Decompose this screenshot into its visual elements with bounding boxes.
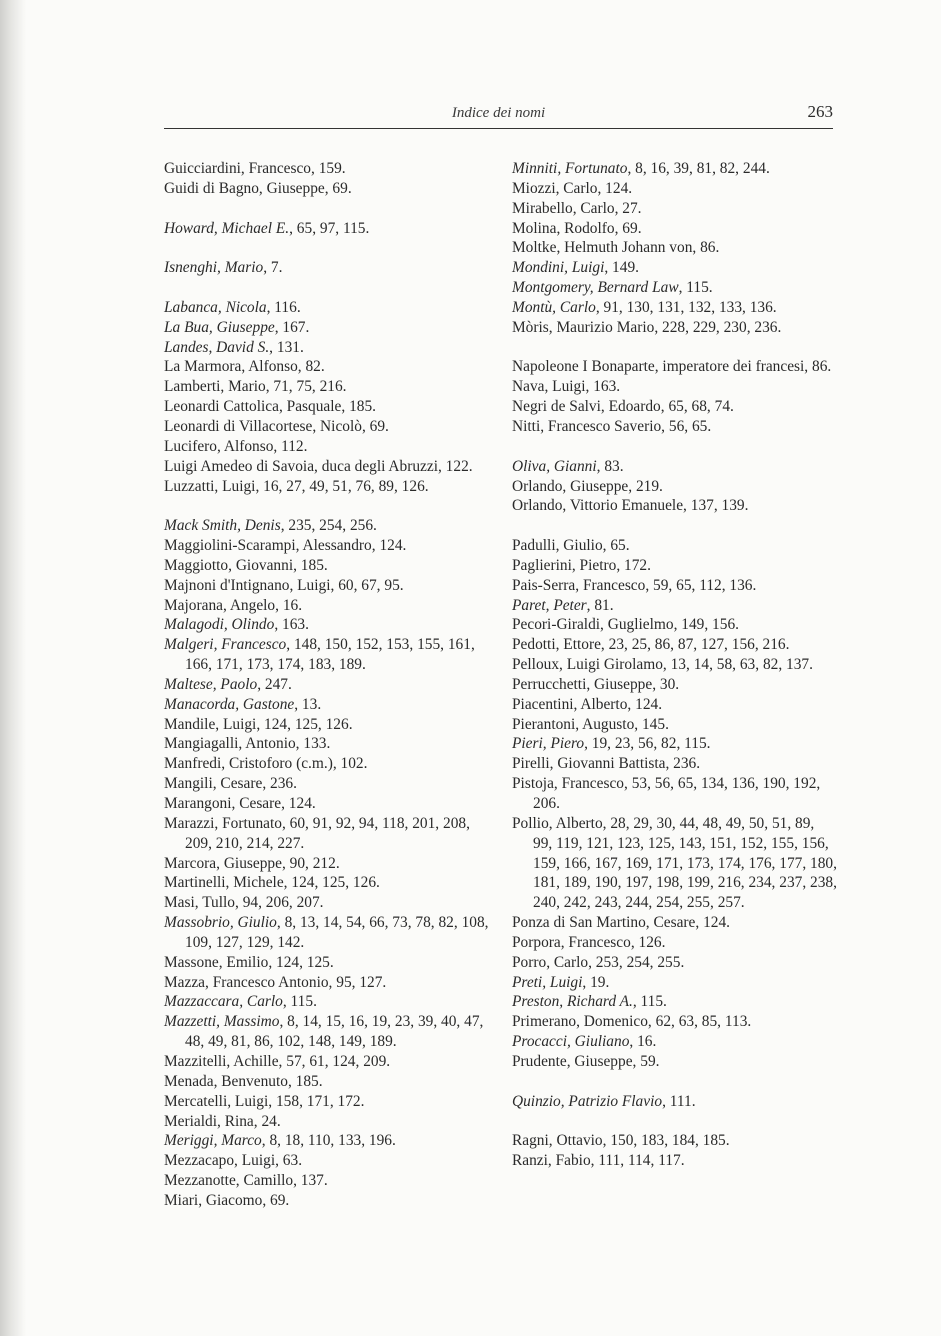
- index-entry-name: Massobrio, Giulio: [164, 914, 277, 932]
- index-entry-pages: , 19, 23, 56, 82, 115.: [584, 735, 711, 753]
- index-entry-name: Guicciardini, Francesco: [164, 160, 312, 177]
- index-entry-name: Massone, Emilio: [164, 953, 269, 971]
- index-entry: [164, 734, 494, 754]
- index-entry-pages: , 115.: [282, 993, 317, 1011]
- index-entry-pages: , 83.: [596, 457, 624, 475]
- index-entry: [512, 496, 837, 516]
- index-entry-pages: , 111.: [662, 1092, 696, 1110]
- index-entry-pages: , 236.: [665, 755, 701, 773]
- index-entry-pages: , 185.: [341, 398, 377, 416]
- index-entry-pages: , 167.: [274, 318, 310, 336]
- index-entry-pages: , 137, 139.: [683, 497, 749, 515]
- index-entry-pages: , 124, 125, 126.: [256, 715, 353, 733]
- index-entry-name: La Marmora, Alfonso: [164, 358, 298, 376]
- letter-group-gap: [164, 496, 494, 516]
- index-entry-pages: , 148, 150, 152, 153, 155, 161, 166, 171, 173, 174, 183, 189.: [185, 636, 475, 674]
- index-entry-name: Nitti, Francesco Saverio: [512, 417, 662, 435]
- index-entry-name: Miozzi, Carlo: [512, 179, 598, 197]
- index-entry: [512, 417, 837, 437]
- index-entry-pages: , 163.: [274, 616, 309, 634]
- index-entry-pages: , 81.: [586, 596, 614, 614]
- index-entry-pages: , 65.: [602, 537, 630, 555]
- index-entry-pages: , 228, 229, 230, 236.: [654, 318, 782, 336]
- index-entry-pages: , 19.: [582, 973, 610, 991]
- index-entry-pages: , 53, 56, 65, 134, 136, 190, 192, 206.: [533, 775, 821, 812]
- index-entry: [512, 734, 837, 754]
- index-entry: [512, 715, 837, 735]
- index-entry-name: Labanca, Nicola: [164, 298, 267, 316]
- index-entry-pages: , 253, 254, 255.: [588, 953, 685, 971]
- binding-shadow: [0, 0, 26, 1336]
- index-entry-pages: , 57, 61, 124, 209.: [278, 1052, 391, 1070]
- letter-group-gap: [164, 238, 494, 258]
- index-entry-name: Majnoni d'Intignano, Luigi: [164, 576, 331, 594]
- index-entry-name: Mandile, Luigi: [164, 715, 257, 733]
- index-entry-name: Leonardi Cattolica, Pasquale: [164, 398, 342, 416]
- index-entry: [164, 298, 494, 318]
- index-entry-name: Malagodi, Olindo: [164, 616, 275, 634]
- index-entry-pages: , 158, 171, 172.: [268, 1092, 365, 1110]
- index-entry: [164, 774, 494, 794]
- index-entry: [512, 933, 837, 953]
- index-entry: [512, 992, 837, 1012]
- index-entry-name: Majorana, Angelo: [164, 596, 276, 614]
- index-entry-name: Pirelli, Giovanni Battista: [512, 755, 666, 773]
- index-entry-pages: , 69.: [324, 179, 352, 197]
- index-entry: [164, 695, 494, 715]
- index-entry-name: Pecori-Giraldi, Guglielmo: [512, 616, 674, 634]
- index-entry-name: Ranzi, Fabio: [512, 1152, 591, 1170]
- index-entry-pages: , 13, 14, 58, 63, 82, 137.: [662, 656, 813, 674]
- letter-group-gap: [164, 199, 494, 219]
- index-entry-name: Isnenghi, Mario: [164, 259, 264, 277]
- index-entry: [512, 635, 837, 655]
- index-entry: [164, 1052, 494, 1072]
- index-entry: [164, 417, 494, 437]
- index-entry-pages: , 94, 206, 207.: [235, 894, 324, 912]
- index-entry-name: Mondini, Luigi: [512, 259, 605, 277]
- index-entry-pages: , 65, 68, 74.: [660, 398, 734, 416]
- index-entry-pages: , 163.: [585, 378, 621, 396]
- index-entry-pages: , 91, 130, 131, 132, 133, 136.: [595, 298, 777, 316]
- page-number: 263: [807, 102, 833, 121]
- index-entry-pages: , 8, 16, 39, 81, 82, 244.: [627, 160, 770, 177]
- index-entry: [512, 695, 837, 715]
- index-entry-pages: , 172.: [616, 556, 651, 574]
- index-entry-name: Napoleone I Bonaparte, imperatore dei francesi: [512, 358, 805, 376]
- index-entry: [512, 1012, 837, 1032]
- index-entry-pages: , 122.: [437, 457, 473, 475]
- index-entry: [512, 477, 837, 497]
- index-entry-name: Mangili, Cesare: [164, 775, 263, 793]
- index-entry-pages: , 71, 75, 216.: [265, 378, 347, 396]
- index-entry: [164, 556, 494, 576]
- index-entry-name: Luigi Amedeo di Savoia, duca degli Abruzzi: [164, 457, 438, 475]
- index-entry-pages: , 56, 65.: [661, 417, 712, 435]
- index-entry-name: Molina, Rodolfo: [512, 219, 615, 237]
- index-entry-pages: , 116.: [266, 298, 301, 316]
- index-entry-pages: , 27.: [614, 199, 642, 217]
- index-entry: [512, 754, 837, 774]
- index-entry: [512, 576, 837, 596]
- index-entry-name: Howard, Michael E.: [164, 219, 290, 237]
- index-entry-pages: , 159.: [311, 160, 346, 177]
- index-entry-pages: , 8, 13, 14, 54, 66, 73, 78, 82, 108, 109, 127, 129, 142.: [185, 914, 489, 951]
- index-entry-pages: , 69.: [262, 1191, 290, 1209]
- index-entry: [164, 794, 494, 814]
- index-entry-name: Pelloux, Luigi Girolamo: [512, 656, 663, 674]
- index-entry-pages: , 150, 183, 184, 185.: [602, 1132, 730, 1150]
- index-entry-name: Montgomery, Bernard Law: [512, 279, 679, 297]
- index-column-left: [164, 159, 494, 1211]
- index-entry-pages: , 30.: [652, 675, 680, 693]
- index-entry: [164, 854, 494, 874]
- index-entry-pages: , 124, 125.: [268, 953, 334, 971]
- index-entry-name: Pedotti, Ettore: [512, 636, 601, 654]
- running-header: [164, 104, 833, 129]
- index-entry: [512, 774, 837, 814]
- index-entry-pages: , 124.: [695, 914, 731, 932]
- index-entry: [512, 179, 837, 199]
- index-entry-pages: , 23, 25, 86, 87, 127, 156, 216.: [600, 636, 790, 654]
- index-entry-name: Marangoni, Cesare: [164, 795, 282, 812]
- index-entry-pages: , 145.: [634, 715, 669, 733]
- index-entry-name: La Bua, Giuseppe: [164, 318, 275, 336]
- index-entry: [164, 873, 494, 893]
- index-entry-pages: , 63.: [275, 1152, 303, 1170]
- index-entry: [512, 953, 837, 973]
- index-entry-pages: , 69.: [614, 219, 642, 237]
- index-entry-pages: , 8, 18, 110, 133, 196.: [261, 1132, 396, 1150]
- index-entry-name: Masi, Tullo: [164, 894, 236, 912]
- index-entry: [164, 516, 494, 536]
- index-entry: [512, 377, 837, 397]
- index-entry-name: Lamberti, Mario: [164, 378, 266, 396]
- index-entry-name: Marazzi, Fortunato: [164, 814, 282, 832]
- index-entry-name: Quinzio, Patrizio Flavio: [512, 1092, 663, 1110]
- index-entry: [512, 596, 837, 616]
- index-entry-pages: , 60, 91, 92, 94, 118, 201, 208, 209, 210, 214, 227.: [185, 814, 470, 852]
- index-entry-name: Manacorda, Gastone: [164, 695, 295, 713]
- letter-group-gap: [164, 278, 494, 298]
- index-entry: [164, 477, 494, 497]
- index-entry: [164, 1191, 494, 1211]
- index-entry-pages: , 235, 254, 256.: [280, 517, 377, 535]
- letter-group-gap: [512, 516, 837, 536]
- index-entry-pages: , 115.: [678, 279, 713, 297]
- index-entry-pages: , 111, 114, 117.: [590, 1152, 685, 1170]
- index-entry-pages: , 137.: [293, 1172, 328, 1190]
- letter-group-gap: [512, 338, 837, 358]
- index-entry: [512, 457, 837, 477]
- index-entry-pages: , 62, 63, 85, 113.: [647, 1013, 752, 1031]
- index-entry-name: Moltke, Helmuth Johann von: [512, 239, 693, 257]
- index-entry: [164, 1092, 494, 1112]
- index-entry-name: Mazza, Francesco Antonio: [164, 973, 329, 991]
- index-entry-name: Malgeri, Francesco: [164, 636, 287, 654]
- index-entry: [512, 1131, 837, 1151]
- index-entry: [164, 357, 494, 377]
- index-entry-pages: , 8, 14, 15, 16, 19, 23, 39, 40, 47, 48, 49, 81, 86, 102, 148, 149, 189.: [185, 1013, 484, 1051]
- index-entry-pages: , 149.: [604, 259, 639, 277]
- index-entry-name: Prudente, Giuseppe: [512, 1052, 633, 1070]
- index-entry: [512, 397, 837, 417]
- index-entry-name: Maggiotto, Giovanni: [164, 556, 294, 574]
- index-entry-pages: , 124.: [281, 795, 316, 812]
- index-entry: [164, 635, 494, 675]
- index-entry-name: Menada, Benvenuto: [164, 1072, 288, 1090]
- index-entry-pages: , 69.: [361, 417, 389, 435]
- index-entry: [512, 615, 837, 635]
- index-entry: [512, 655, 837, 675]
- index-entry: [512, 1052, 837, 1072]
- index-entry: [164, 536, 494, 556]
- running-header-title: Indice dei nomi: [451, 105, 546, 121]
- index-entry: [512, 675, 837, 695]
- index-entry-name: Maggiolini-Scarampi, Alessandro: [164, 537, 372, 555]
- index-entry-name: Pierantoni, Augusto: [512, 715, 635, 733]
- index-entry: [512, 536, 837, 556]
- index-entry: [164, 596, 494, 616]
- index-entry-name: Padulli, Giulio: [512, 537, 603, 555]
- index-entry-name: Paret, Peter: [512, 596, 587, 614]
- index-entry: [164, 1072, 494, 1092]
- letter-group-gap: [512, 1112, 837, 1132]
- index-entry-pages: , 219.: [628, 477, 663, 495]
- index-column-right: [512, 159, 837, 1171]
- index-entry: [512, 1092, 837, 1112]
- index-entry-name: Meriggi, Marco: [164, 1132, 262, 1150]
- index-entry: [164, 913, 494, 953]
- letter-group-gap: [512, 1072, 837, 1092]
- index-entry-name: Orlando, Giuseppe: [512, 477, 629, 495]
- index-entry: [164, 457, 494, 477]
- index-entry: [512, 219, 837, 239]
- index-entry-name: Minniti, Fortunato: [512, 160, 628, 177]
- index-entry-name: Mangiagalli, Antonio: [164, 735, 296, 753]
- index-entry-pages: , 82.: [297, 358, 325, 376]
- index-entry-pages: , 7.: [263, 259, 283, 277]
- index-entry-name: Primerano, Domenico: [512, 1013, 648, 1031]
- index-entry-pages: , 124.: [371, 537, 407, 555]
- index-entry: [512, 298, 837, 318]
- index-entry-pages: , 124, 125, 126.: [283, 874, 380, 892]
- index-entry-name: Mezzanotte, Camillo: [164, 1172, 294, 1190]
- index-entry: [164, 1012, 494, 1052]
- index-entry-pages: , 185.: [293, 556, 328, 574]
- index-entry: [512, 258, 837, 278]
- index-entry-pages: , 112.: [273, 437, 308, 455]
- index-entry-name: Ponza di San Martino, Cesare: [512, 914, 696, 932]
- index-entry: [164, 814, 494, 854]
- index-entry-name: Mercatelli, Luigi: [164, 1092, 269, 1110]
- index-entry-name: Lucifero, Alfonso: [164, 437, 274, 455]
- index-entry: [164, 992, 494, 1012]
- index-entry: [164, 973, 494, 993]
- index-entry-name: Merialdi, Rina: [164, 1112, 254, 1130]
- index-entry: [512, 199, 837, 219]
- index-entry-pages: , 86.: [692, 239, 720, 257]
- index-entry-name: Landes, David S.: [164, 338, 270, 356]
- index-entry-name: Mazzetti, Massimo: [164, 1013, 280, 1031]
- index-entry-pages: , 13.: [294, 695, 322, 713]
- index-entry-name: Montù, Carlo: [512, 298, 596, 316]
- index-entry-pages: , 16.: [629, 1033, 657, 1051]
- index-entry-name: Pollio, Alberto: [512, 814, 603, 832]
- index-entry-pages: , 86.: [804, 358, 832, 376]
- index-entry: [164, 159, 494, 179]
- index-entry: [164, 576, 494, 596]
- letter-group-gap: [512, 437, 837, 457]
- index-entry: [164, 953, 494, 973]
- index-entry: [512, 318, 837, 338]
- index-entry: [164, 377, 494, 397]
- index-entry: [512, 1151, 837, 1171]
- index-entry: [512, 1032, 837, 1052]
- index-entry-name: Manfredi, Cristoforo (c.m.): [164, 755, 333, 773]
- index-entry-name: Pais-Serra, Francesco: [512, 576, 646, 594]
- index-entry-pages: , 59.: [632, 1052, 660, 1070]
- index-entry-pages: , 16, 27, 49, 51, 76, 89, 126.: [255, 477, 429, 495]
- index-entry-name: Pieri, Piero: [512, 735, 585, 753]
- index-entry-name: Oliva, Gianni: [512, 457, 597, 475]
- index-entry: [164, 437, 494, 457]
- index-entry-pages: , 236.: [262, 775, 297, 793]
- index-entry-pages: , 102.: [332, 755, 368, 773]
- index-entry: [164, 397, 494, 417]
- index-entry-name: Luzzatti, Luigi: [164, 477, 256, 495]
- index-entry: [164, 615, 494, 635]
- index-entry-name: Mazzitelli, Achille: [164, 1052, 279, 1070]
- index-entry: [512, 814, 837, 913]
- index-entry-name: Martinelli, Michele: [164, 874, 284, 892]
- index-entry-name: Miari, Giacomo: [164, 1191, 263, 1209]
- index-entry-name: Preston, Richard A.: [512, 993, 633, 1011]
- index-entry-pages: , 65, 97, 115.: [289, 219, 370, 237]
- index-entry-name: Pistoja, Francesco: [512, 775, 624, 793]
- index-entry: [164, 1131, 494, 1151]
- index-entry: [164, 179, 494, 199]
- index-entry-name: Negri de Salvi, Edoardo: [512, 398, 661, 416]
- index-entry-pages: , 247.: [257, 675, 292, 693]
- index-entry-name: Mirabello, Carlo: [512, 199, 615, 217]
- index-entry-name: Preti, Luigi: [512, 973, 583, 991]
- index-entry-name: Ragni, Ottavio: [512, 1132, 603, 1150]
- index-entry-pages: , 185.: [287, 1072, 323, 1090]
- index-entry-pages: , 149, 156.: [673, 616, 739, 634]
- index-entry-name: Guidi di Bagno, Giuseppe: [164, 179, 325, 197]
- index-entry-name: Mòris, Maurizio Mario: [512, 318, 655, 336]
- index-entry: [164, 1151, 494, 1171]
- index-entry: [164, 1171, 494, 1191]
- index-entry: [164, 754, 494, 774]
- index-entry: [164, 219, 494, 239]
- index-entry-name: Porro, Carlo: [512, 953, 589, 971]
- index-entry-name: Leonardi di Villacortese, Nicolò: [164, 417, 362, 435]
- index-entry-name: Mack Smith, Denis: [164, 517, 281, 535]
- index-entry: [512, 973, 837, 993]
- index-entry-name: Marcora, Giuseppe: [164, 854, 282, 872]
- index-entry-name: Procacci, Giuliano: [512, 1033, 630, 1051]
- index-entry-name: Nava, Luigi: [512, 378, 586, 396]
- index-entry: [164, 715, 494, 735]
- index-entry-pages: , 124.: [597, 179, 633, 197]
- index-entry-name: Maltese, Paolo: [164, 675, 258, 693]
- index-entry: [164, 258, 494, 278]
- index-entry-pages: , 60, 67, 95.: [330, 576, 404, 594]
- index-entry-name: Mazzaccara, Carlo: [164, 993, 283, 1011]
- index-entry: [164, 1112, 494, 1132]
- index-entry-pages: , 95, 127.: [328, 973, 387, 991]
- index-entry: [512, 238, 837, 258]
- index-entry-pages: , 16.: [275, 596, 303, 614]
- index-entry-pages: , 115.: [632, 993, 667, 1011]
- index-entry-name: Paglierini, Pietro: [512, 556, 617, 574]
- index-entry-name: Piacentini, Alberto: [512, 695, 628, 713]
- index-entry-pages: , 133.: [295, 735, 331, 753]
- index-entry-name: Perrucchetti, Giuseppe: [512, 675, 653, 693]
- index-entry-pages: , 124.: [627, 695, 663, 713]
- index-entry: [512, 159, 837, 179]
- index-entry-pages: , 24.: [253, 1112, 281, 1130]
- index-entry-name: Orlando, Vittorio Emanuele: [512, 497, 684, 515]
- index-entry: [164, 318, 494, 338]
- index-entry-name: Mezzacapo, Luigi: [164, 1152, 276, 1170]
- index-entry-name: Porpora, Francesco: [512, 933, 631, 951]
- index-entry-pages: , 126.: [630, 933, 666, 951]
- index-entry-pages: , 28, 29, 30, 44, 48, 49, 50, 51, 89, 99, 119, 121, 123, 125, 143, 151, 152, 155, 156, 159, 166, 167, 169, 171, 173, 174, 176, 177, 180, 181, 189, 190, 197, 198, 199, 216, 234, 237, 238, 240, 242, 243, 244, 254, 255, 257.: [533, 814, 837, 912]
- index-entry: [512, 913, 837, 933]
- index-entry: [164, 675, 494, 695]
- index-entry: [512, 556, 837, 576]
- index-entry-pages: , 131.: [269, 338, 304, 356]
- index-entry: [512, 357, 837, 377]
- index-entry: [164, 893, 494, 913]
- index-entry: [512, 278, 837, 298]
- index-entry-pages: , 59, 65, 112, 136.: [645, 576, 757, 594]
- index-entry-pages: , 90, 212.: [281, 854, 340, 872]
- index-entry: [164, 338, 494, 358]
